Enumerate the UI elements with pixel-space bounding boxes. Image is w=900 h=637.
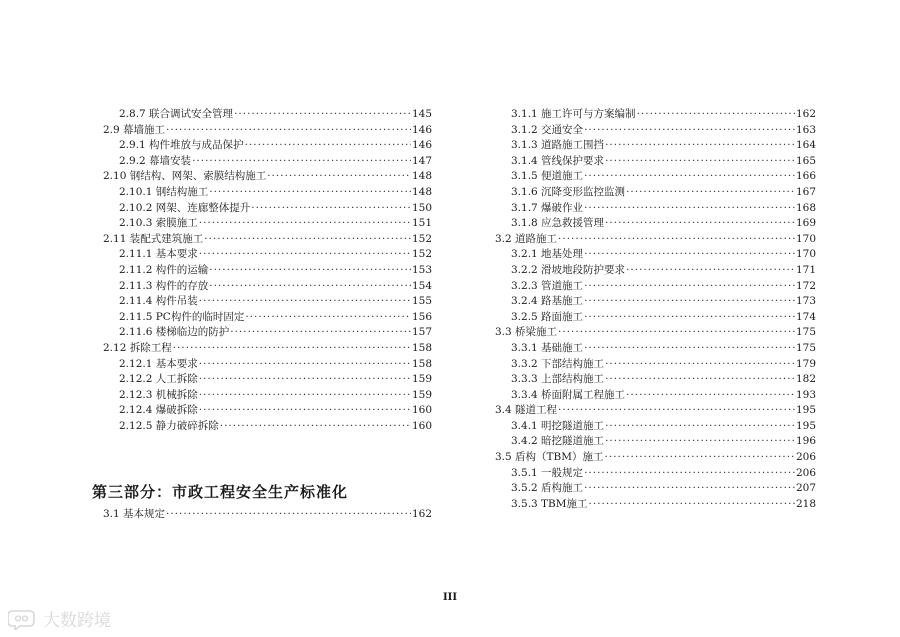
- toc-entry-page: 164: [795, 139, 816, 152]
- toc-entry-page: 218: [795, 497, 816, 510]
- toc-leader-dots: [605, 450, 795, 466]
- toc-entry-page: 148: [411, 185, 432, 198]
- toc-entry[interactable]: [92, 138, 432, 154]
- toc-leader-dots: [626, 388, 795, 404]
- toc-entry-title: 3.3.1 基础施工: [511, 341, 584, 354]
- toc-leader-dots: [605, 372, 795, 388]
- toc-leader-dots: [558, 325, 795, 341]
- toc-entry[interactable]: [484, 497, 816, 513]
- toc-entry[interactable]: [92, 325, 432, 341]
- toc-entry[interactable]: [484, 123, 816, 139]
- toc-entry[interactable]: [484, 372, 816, 388]
- toc-entry[interactable]: [484, 357, 816, 373]
- toc-entry[interactable]: [484, 232, 816, 248]
- toc-entry-title: 2.12.5 静力破碎拆除: [119, 419, 219, 432]
- toc-entry[interactable]: [484, 325, 816, 341]
- toc-leader-dots: [584, 294, 795, 310]
- toc-entry-page: 195: [795, 404, 816, 417]
- toc-entry-title: 3.1.4 管线保护要求: [511, 154, 605, 167]
- toc-entry-title: 2.9.1 构件堆放与成品保护: [119, 139, 244, 152]
- toc-entry-title: 2.12.1 基本要求: [119, 357, 198, 370]
- toc-entry-title: 3.1.8 应急救援管理: [511, 217, 605, 230]
- toc-leader-dots: [204, 232, 411, 248]
- toc-entry-page: 174: [795, 310, 816, 323]
- toc-entry-page: 147: [411, 154, 432, 167]
- toc-entry[interactable]: [484, 419, 816, 435]
- toc-entry[interactable]: [92, 357, 432, 373]
- page-number: III: [442, 592, 458, 603]
- toc-entry-title: 2.11.4 构件吊装: [119, 295, 198, 308]
- toc-entry-title: 2.9 幕墙施工: [103, 123, 166, 136]
- toc-entry-page: 146: [411, 123, 432, 136]
- toc-entry-title: 2.12 拆除工程: [103, 341, 172, 354]
- speech-bubble-logo-icon: [8, 608, 38, 630]
- toc-entry-page: 159: [411, 373, 432, 386]
- toc-leader-dots: [626, 263, 795, 279]
- toc-leader-dots: [199, 403, 411, 419]
- toc-entry-title: 3.2 道路施工: [495, 232, 558, 245]
- toc-entry[interactable]: [92, 294, 432, 310]
- toc-entry-title: 3.3 桥梁施工: [495, 326, 558, 339]
- toc-entry-title: 2.12.2 人工拆除: [119, 373, 198, 386]
- toc-entry-title: 3.3.4 桥面附属工程施工: [511, 388, 626, 401]
- toc-entry-page: 167: [795, 185, 816, 198]
- toc-entry-title: 3.5.2 盾构施工: [511, 482, 584, 495]
- toc-left-column: [92, 107, 432, 434]
- toc-leader-dots: [245, 310, 411, 326]
- toc-leader-dots: [637, 107, 795, 123]
- toc-entry-page: 160: [411, 404, 432, 417]
- toc-entry-page: 206: [795, 451, 816, 464]
- toc-leader-dots: [584, 123, 795, 139]
- toc-leader-dots: [209, 185, 411, 201]
- toc-entry[interactable]: [484, 138, 816, 154]
- toc-part-three-column: [92, 507, 432, 523]
- toc-entry[interactable]: [92, 107, 432, 123]
- toc-entry-page: 160: [411, 419, 432, 432]
- toc-leader-dots: [584, 279, 795, 295]
- toc-entry-title: 2.8.7 联合调试安全管理: [119, 108, 234, 120]
- toc-leader-dots: [199, 357, 411, 373]
- toc-leader-dots: [199, 216, 411, 232]
- toc-entry[interactable]: [484, 216, 816, 232]
- toc-leader-dots: [166, 507, 411, 523]
- toc-entry[interactable]: [92, 232, 432, 248]
- toc-entry[interactable]: [92, 372, 432, 388]
- toc-entry-page: 146: [411, 139, 432, 152]
- toc-entry-title: 2.9.2 幕墙安装: [119, 154, 192, 167]
- toc-entry-title: 2.10.2 网架、连廊整体提升: [119, 201, 251, 214]
- toc-entry-page: 150: [411, 201, 432, 214]
- toc-entry-page: 162: [411, 508, 432, 520]
- toc-entry[interactable]: [484, 154, 816, 170]
- toc-entry[interactable]: [484, 294, 816, 310]
- toc-entry-page: 165: [795, 154, 816, 167]
- toc-entry-title: 2.11 装配式建筑施工: [103, 232, 204, 245]
- toc-entry-page: 152: [411, 232, 432, 245]
- toc-entry[interactable]: [92, 403, 432, 419]
- toc-entry-title: 3.1.6 沉降变形监控监测: [511, 185, 626, 198]
- toc-entry[interactable]: [92, 263, 432, 279]
- toc-entry[interactable]: [484, 341, 816, 357]
- toc-entry-title: 2.12.3 机械拆除: [119, 388, 198, 401]
- toc-leader-dots: [209, 263, 411, 279]
- toc-entry-title: 3.4.2 暗挖隧道施工: [511, 435, 605, 448]
- toc-entry-title: 3.5.3 TBM施工: [511, 497, 588, 510]
- part-three-title: 第三部分：市政工程安全生产标准化: [92, 483, 349, 501]
- toc-entry-page: 166: [795, 170, 816, 183]
- toc-entry-title: 3.1.3 道路施工围挡: [511, 139, 605, 152]
- toc-entry-title: 3.1.7 爆破作业: [511, 201, 584, 214]
- toc-entry-title: 3.1.5 便道施工: [511, 170, 584, 183]
- toc-entry-title: 3.2.5 路面施工: [511, 310, 584, 323]
- toc-entry-page: 163: [795, 123, 816, 136]
- toc-leader-dots: [251, 201, 411, 217]
- toc-entry-page: 153: [411, 263, 432, 276]
- toc-entry[interactable]: [92, 123, 432, 139]
- toc-leader-dots: [605, 138, 795, 154]
- toc-entry[interactable]: [92, 419, 432, 435]
- toc-entry[interactable]: [484, 279, 816, 295]
- toc-entry[interactable]: [484, 403, 816, 419]
- toc-entry-page: 152: [411, 248, 432, 261]
- toc-entry-page: 182: [795, 373, 816, 386]
- toc-entry[interactable]: [92, 201, 432, 217]
- toc-entry-page: 173: [795, 295, 816, 308]
- toc-leader-dots: [173, 341, 411, 357]
- toc-entry[interactable]: [92, 388, 432, 404]
- toc-leader-dots: [584, 481, 795, 497]
- toc-entry[interactable]: [92, 247, 432, 263]
- toc-entry-title: 3.4.1 明挖隧道施工: [511, 419, 605, 432]
- toc-entry-title: 2.10.1 钢结构施工: [119, 185, 209, 198]
- toc-entry[interactable]: [484, 310, 816, 326]
- toc-entry[interactable]: [92, 341, 432, 357]
- toc-entry-title: 3.4 隧道工程: [495, 404, 558, 417]
- watermark: [8, 606, 111, 631]
- toc-entry-title: 3.5 盾构（TBM）施工: [495, 451, 604, 464]
- toc-entry-title: 3.1.2 交通安全: [511, 123, 584, 136]
- toc-leader-dots: [605, 216, 795, 232]
- toc-leader-dots: [166, 123, 411, 139]
- toc-entry-page: 158: [411, 341, 432, 354]
- watermark-text: 大数跨境: [43, 611, 111, 631]
- toc-entry-page: 145: [411, 108, 432, 120]
- toc-entry-page: 159: [411, 388, 432, 401]
- toc-entry-page: 172: [795, 279, 816, 292]
- toc-leader-dots: [558, 232, 795, 248]
- toc-leader-dots: [199, 294, 411, 310]
- toc-entry-page: 179: [795, 357, 816, 370]
- toc-entry-title: 2.11.1 基本要求: [119, 248, 198, 261]
- toc-entry-page: 175: [795, 326, 816, 339]
- toc-entry-title: 3.2.4 路基施工: [511, 295, 584, 308]
- toc-entry-page: 193: [795, 388, 816, 401]
- toc-entry-title: 3.5.1 一般规定: [511, 466, 584, 479]
- toc-entry-title: 2.11.5 PC构件的临时固定: [119, 310, 245, 323]
- toc-entry[interactable]: [484, 450, 816, 466]
- toc-entry-page: 169: [795, 217, 816, 230]
- toc-leader-dots: [558, 403, 795, 419]
- toc-leader-dots: [605, 419, 795, 435]
- toc-leader-dots: [584, 341, 795, 357]
- toc-entry[interactable]: [92, 169, 432, 185]
- toc-entry[interactable]: [484, 466, 816, 482]
- toc-entry-title: 3.1 基本规定: [103, 508, 166, 520]
- toc-leader-dots: [605, 434, 795, 450]
- toc-entry-page: 158: [411, 357, 432, 370]
- toc-entry-title: 2.10 钢结构、网架、索膜结构施工: [103, 170, 267, 183]
- toc-entry[interactable]: [484, 185, 816, 201]
- toc-leader-dots: [234, 107, 411, 123]
- toc-leader-dots: [230, 325, 411, 341]
- toc-leader-dots: [199, 247, 411, 263]
- toc-entry-title: 2.11.2 构件的运输: [119, 263, 209, 276]
- toc-entry[interactable]: [92, 310, 432, 326]
- toc-entry[interactable]: [484, 107, 816, 123]
- toc-entry-page: 207: [795, 482, 816, 495]
- toc-entry-title: 3.3.2 下部结构施工: [511, 357, 605, 370]
- toc-entry-page: 156: [411, 310, 432, 323]
- toc-entry-title: 3.2.2 滑坡地段防护要求: [511, 263, 626, 276]
- toc-leader-dots: [192, 154, 411, 170]
- toc-leader-dots: [199, 372, 411, 388]
- toc-entry[interactable]: [92, 507, 432, 523]
- toc-entry[interactable]: [92, 216, 432, 232]
- toc-entry-title: 2.12.4 爆破拆除: [119, 404, 198, 417]
- toc-entry[interactable]: [484, 201, 816, 217]
- toc-entry[interactable]: [484, 263, 816, 279]
- toc-entry-page: 195: [795, 419, 816, 432]
- toc-right-column: [484, 107, 816, 512]
- toc-entry[interactable]: [484, 434, 816, 450]
- toc-entry[interactable]: [92, 279, 432, 295]
- toc-entry-title: 3.2.1 地基处理: [511, 248, 584, 261]
- toc-entry-title: 3.2.3 管道施工: [511, 279, 584, 292]
- toc-entry-page: 157: [411, 326, 432, 339]
- toc-entry-title: 2.10.3 索膜施工: [119, 217, 198, 230]
- toc-entry-title: 3.3.3 上部结构施工: [511, 373, 605, 386]
- toc-entry-title: 2.11.6 楼梯临边的防护: [119, 326, 230, 339]
- toc-entry[interactable]: [484, 481, 816, 497]
- toc-leader-dots: [584, 310, 795, 326]
- toc-entry[interactable]: [92, 185, 432, 201]
- toc-leader-dots: [584, 247, 795, 263]
- toc-entry-page: 162: [795, 108, 816, 120]
- toc-leader-dots: [267, 169, 411, 185]
- toc-entry-page: 170: [795, 248, 816, 261]
- toc-entry-page: 206: [795, 466, 816, 479]
- toc-entry-page: 171: [795, 263, 816, 276]
- toc-entry-title: 3.1.1 施工许可与方案编制: [511, 108, 636, 120]
- toc-leader-dots: [245, 138, 411, 154]
- toc-leader-dots: [626, 185, 795, 201]
- toc-entry-title: 2.11.3 构件的存放: [119, 279, 209, 292]
- toc-entry-page: 175: [795, 341, 816, 354]
- toc-leader-dots: [584, 169, 795, 185]
- toc-entry-page: 148: [411, 170, 432, 183]
- toc-leader-dots: [199, 388, 411, 404]
- toc-leader-dots: [605, 154, 795, 170]
- toc-entry-page: 155: [411, 295, 432, 308]
- toc-entry-page: 151: [411, 217, 432, 230]
- toc-leader-dots: [220, 419, 411, 435]
- toc-leader-dots: [589, 497, 795, 513]
- toc-entry[interactable]: [484, 247, 816, 263]
- toc-entry[interactable]: [484, 169, 816, 185]
- toc-entry-page: 168: [795, 201, 816, 214]
- toc-leader-dots: [584, 466, 795, 482]
- toc-entry-page: 196: [795, 435, 816, 448]
- toc-leader-dots: [605, 357, 795, 373]
- toc-entry-page: 154: [411, 279, 432, 292]
- toc-entry[interactable]: [484, 388, 816, 404]
- toc-leader-dots: [209, 279, 411, 295]
- toc-entry[interactable]: [92, 154, 432, 170]
- toc-entry-page: 170: [795, 232, 816, 245]
- toc-leader-dots: [584, 201, 795, 217]
